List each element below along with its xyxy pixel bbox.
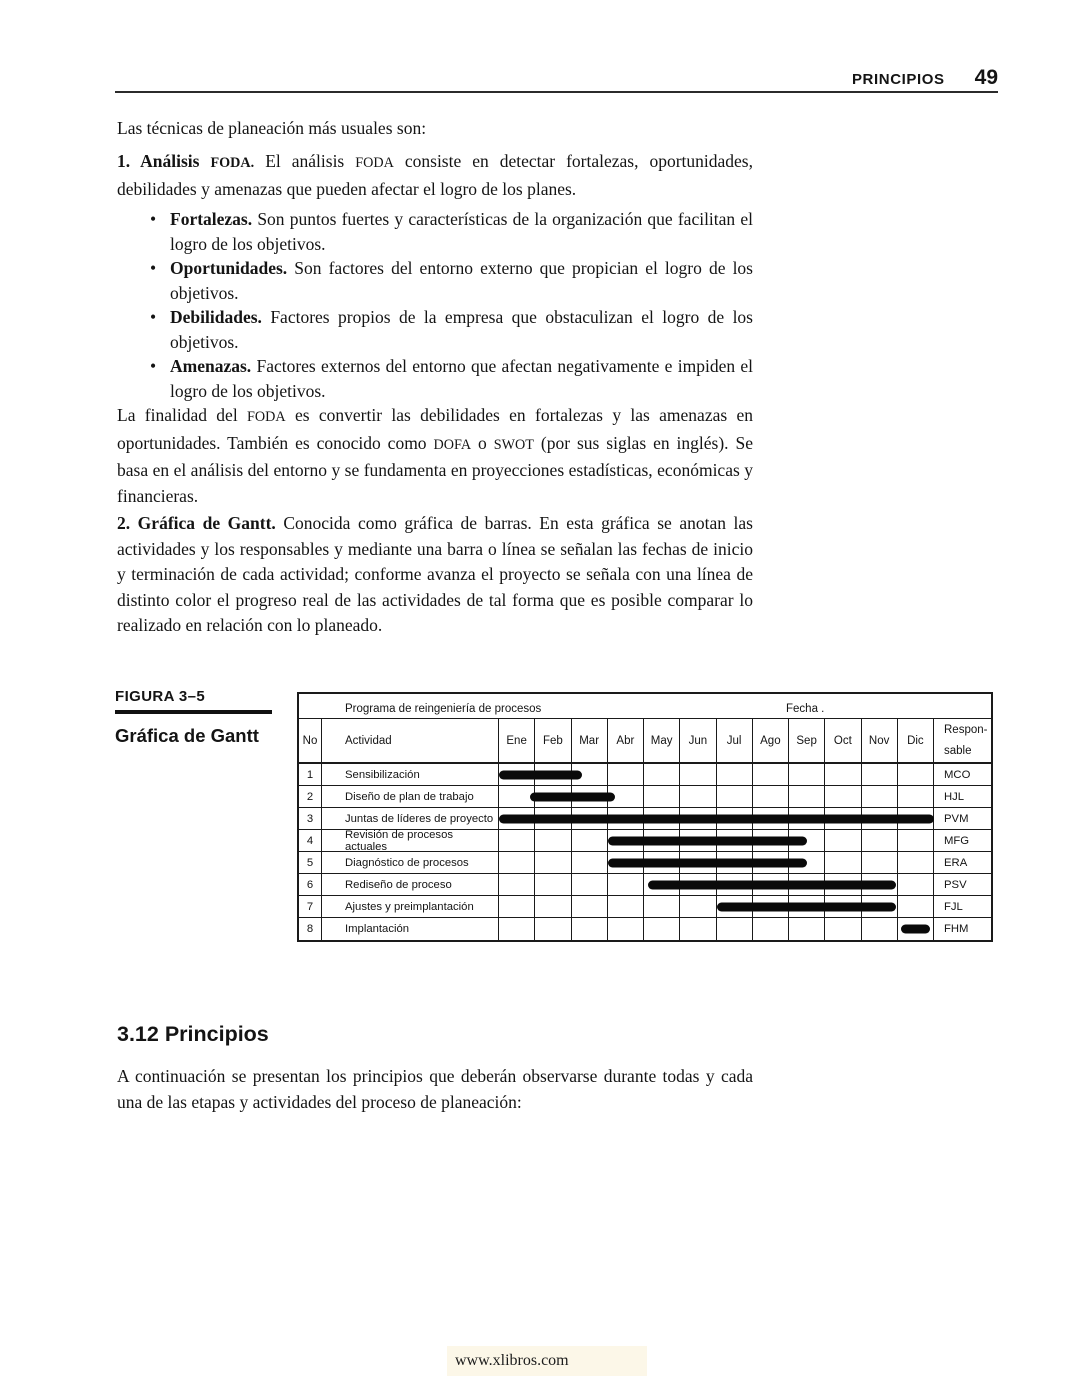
timeline-cell: [862, 764, 898, 785]
timeline-cell: [717, 786, 753, 807]
activity-name: Rediseño de proceso: [322, 874, 499, 895]
figure-caption: Gráfica de Gantt: [115, 725, 259, 746]
gantt-fecha-label: Fecha .: [786, 703, 825, 715]
timeline-cells: [499, 896, 934, 917]
timeline-cell: [898, 786, 934, 807]
timeline-cell: [753, 764, 789, 785]
list-item: [117, 305, 753, 354]
timeline-cell: [572, 896, 608, 917]
activity-name: Diseño de plan de trabajo: [322, 786, 499, 807]
timeline-cell: [753, 918, 789, 940]
timeline-cell: [499, 918, 535, 940]
timeline-cells: [499, 786, 934, 807]
finalidad-caps1: FODA: [247, 409, 286, 425]
gantt-chart-table: [297, 692, 993, 942]
row-number: 6: [299, 874, 322, 895]
responsable-code: PSV: [944, 878, 967, 891]
month-header-jul: Jul: [717, 719, 753, 762]
timeline-cell: [825, 852, 861, 873]
activity-name: Sensibilización: [322, 764, 499, 785]
row-number: 8: [299, 918, 322, 940]
timeline-cells: [499, 830, 934, 851]
gantt-row: [299, 874, 991, 896]
timeline-cell: [535, 852, 571, 873]
timeline-cell: [825, 918, 861, 940]
gantt-row: [299, 852, 991, 874]
timeline-cell: [644, 918, 680, 940]
gantt-bar: [608, 836, 807, 845]
gantt-lead: 2. Gráfica de Gantt.: [117, 513, 276, 533]
gantt-title-row: [299, 694, 991, 719]
timeline-cell: [572, 918, 608, 940]
timeline-cell: [898, 830, 934, 851]
timeline-cell: [499, 874, 535, 895]
timeline-cells: [499, 764, 934, 785]
timeline-cell: [717, 764, 753, 785]
activity-name: Revisión de procesos actuales: [322, 830, 499, 851]
month-header-sep: Sep: [789, 719, 825, 762]
finalidad-seg3: o: [471, 432, 494, 453]
intro-text: Las técnicas de planeación más usuales son:: [117, 118, 427, 138]
timeline-cell: [644, 896, 680, 917]
footer-highlight: [447, 1346, 647, 1376]
page-number: 49: [974, 66, 998, 89]
timeline-cell: [680, 786, 716, 807]
timeline-cell: [898, 874, 934, 895]
gantt-bar: [717, 902, 896, 911]
timeline-cell: [898, 896, 934, 917]
month-header-may: May: [644, 719, 680, 762]
bullet-text: Factores externos del entorno que afectan negativamente e impiden el logro de los objetivos.: [170, 356, 753, 401]
timeline-cell: [499, 896, 535, 917]
row-number: 1: [299, 764, 322, 785]
finalidad-caps3: SWOT: [493, 436, 534, 453]
responsable-line2: sable: [944, 745, 972, 757]
gantt-row-group: [299, 764, 991, 940]
bullet-text: Son factores del entorno externo que propician el logro de los objetivos.: [170, 258, 753, 303]
timeline-cell: [572, 830, 608, 851]
finalidad-seg4: (por sus siglas en inglés). Se basa en el análisis del entorno y se fundamenta en proyecciones estadísticas, económicas y financieras.: [117, 432, 753, 506]
timeline-cell: [825, 786, 861, 807]
gantt-bar: [608, 858, 807, 867]
month-header-nov: Nov: [862, 719, 898, 762]
paragraph-finalidad: [117, 403, 753, 509]
timeline-cell: [862, 852, 898, 873]
finalidad-seg1: La finalidad del: [117, 405, 248, 425]
column-header-actividad: Actividad: [322, 719, 499, 762]
finalidad-seg2: es convertir las debilidades en fortalezas y las amenazas en oportunidades. También es conocido como: [117, 405, 753, 453]
timeline-cell: [644, 786, 680, 807]
timeline-cell: [862, 918, 898, 940]
column-header-no: No: [299, 719, 322, 762]
foda-caps1: FODA: [355, 155, 394, 171]
section-paragraph-text: A continuación se presentan los principios que deberán observarse durante todas y cada una de las etapas y actividades del proceso de planeación:: [117, 1066, 753, 1112]
gantt-row: [299, 918, 991, 940]
bullet-term: Debilidades.: [170, 307, 262, 327]
responsable-line1: Respon-: [944, 724, 988, 736]
timeline-cell: [898, 852, 934, 873]
timeline-cell: [789, 764, 825, 785]
list-item: [117, 256, 753, 305]
running-head-section: PRINCIPIOS: [851, 71, 945, 88]
timeline-cell: [898, 764, 934, 785]
timeline-cells: [499, 918, 934, 940]
timeline-cell: [572, 852, 608, 873]
bullet-icon: •: [150, 356, 157, 376]
bullet-term: Oportunidades.: [170, 258, 288, 278]
timeline-cells: [499, 852, 934, 873]
footer-url: www.xlibros.com: [455, 1352, 569, 1369]
timeline-cell: [608, 918, 644, 940]
gantt-row: [299, 808, 991, 830]
paragraph-grafica-gantt: [117, 511, 753, 639]
bullet-text: Son puntos fuertes y características de la organización que facilitan el logro de los objetivos.: [170, 209, 753, 254]
timeline-cells: [499, 808, 934, 829]
gantt-bar: [901, 925, 930, 934]
timeline-cell: [825, 764, 861, 785]
timeline-cell: [789, 918, 825, 940]
foda-bullet-list: [117, 207, 753, 403]
gantt-row: [299, 830, 991, 852]
foda-seg2: consiste en detectar fortalezas, oportunidades, debilidades y amenazas que pueden afectar el logro de los planes.: [117, 151, 753, 199]
responsable-code: MCO: [944, 768, 971, 781]
gantt-row: [299, 786, 991, 808]
gantt-bar: [530, 792, 615, 801]
timeline-cell: [680, 918, 716, 940]
header-rule: [115, 91, 998, 93]
section-paragraph: [117, 1064, 753, 1115]
activity-name: Juntas de líderes de proyecto: [322, 808, 499, 829]
finalidad-caps2: DOFA: [433, 436, 472, 453]
row-number: 5: [299, 852, 322, 873]
row-number: 4: [299, 830, 322, 851]
responsable-code: FHM: [944, 923, 969, 935]
gantt-row: [299, 764, 991, 786]
timeline-cell: [680, 896, 716, 917]
month-header-ago: Ago: [753, 719, 789, 762]
timeline-cell: [535, 830, 571, 851]
row-number: 2: [299, 786, 322, 807]
intro-paragraph: [117, 116, 753, 142]
gantt-row: [299, 896, 991, 918]
gantt-header-row: [299, 719, 991, 764]
timeline-cell: [862, 786, 898, 807]
foda-lead-caps: FODA.: [210, 155, 255, 171]
timeline-cell: [572, 874, 608, 895]
responsable-code: HJL: [944, 790, 965, 803]
bullet-term: Amenazas.: [170, 356, 252, 376]
gantt-bar: [499, 770, 582, 779]
activity-name: Diagnóstico de procesos: [322, 852, 499, 873]
month-header-abr: Abr: [608, 719, 644, 762]
figure-label-block: [115, 688, 295, 747]
responsable-code: MFG: [944, 834, 970, 847]
list-item: [117, 207, 753, 256]
activity-name: Implantación: [322, 918, 499, 940]
timeline-cell: [535, 896, 571, 917]
responsable-code: FJL: [944, 900, 963, 913]
list-item: [117, 354, 753, 403]
timeline-cell: [499, 852, 535, 873]
month-header-mar: Mar: [572, 719, 608, 762]
month-header-group: [499, 719, 934, 762]
timeline-cell: [608, 896, 644, 917]
responsable-code: PVM: [944, 812, 969, 825]
timeline-cell: [499, 830, 535, 851]
row-number: 7: [299, 896, 322, 917]
foda-lead: 1. Análisis: [117, 151, 211, 171]
row-number: 3: [299, 808, 322, 829]
running-head: [115, 66, 998, 90]
timeline-cell: [535, 874, 571, 895]
gantt-bar: [648, 880, 896, 889]
timeline-cell: [717, 918, 753, 940]
figure-label: FIGURA 3–5: [115, 688, 206, 705]
month-header-dic: Dic: [898, 719, 934, 762]
month-header-ene: Ene: [499, 719, 535, 762]
timeline-cell: [680, 764, 716, 785]
activity-name: Ajustes y preimplantación: [322, 896, 499, 917]
gantt-program-title: Programa de reingeniería de procesos: [345, 703, 542, 715]
timeline-cell: [535, 918, 571, 940]
timeline-cell: [608, 874, 644, 895]
timeline-cell: [753, 786, 789, 807]
timeline-cells: [499, 874, 934, 895]
month-header-jun: Jun: [680, 719, 716, 762]
bullet-term: Fortalezas.: [170, 209, 253, 229]
timeline-cell: [644, 764, 680, 785]
timeline-cell: [608, 764, 644, 785]
figure-label-rule: [115, 710, 272, 714]
section-heading: 3.12 Principios: [117, 1022, 269, 1046]
gantt-bar: [499, 814, 934, 823]
responsable-code: ERA: [944, 856, 968, 869]
month-header-oct: Oct: [825, 719, 861, 762]
bullet-icon: •: [150, 307, 157, 327]
month-header-feb: Feb: [535, 719, 571, 762]
timeline-cell: [825, 830, 861, 851]
timeline-cell: [862, 830, 898, 851]
bullet-text: Factores propios de la empresa que obstaculizan el logro de los objetivos.: [170, 307, 753, 352]
column-header-responsable: [934, 719, 993, 762]
gantt-seg1: Conocida como gráfica de barras. En esta gráfica se anotan las actividades y los responsables y mediante una barra o línea se señalan las fechas de inicio y terminación de cada actividad; conforme avanza el proyecto se señala con una línea de distinto color el progreso real de las actividades de tal forma que es posible comparar lo realizado en relación con lo planeado.: [117, 513, 753, 635]
bullet-icon: •: [150, 209, 157, 229]
foda-seg1: El análisis: [254, 151, 356, 171]
timeline-cell: [789, 786, 825, 807]
paragraph-analisis-foda: [117, 149, 753, 202]
bullet-icon: •: [150, 258, 157, 278]
